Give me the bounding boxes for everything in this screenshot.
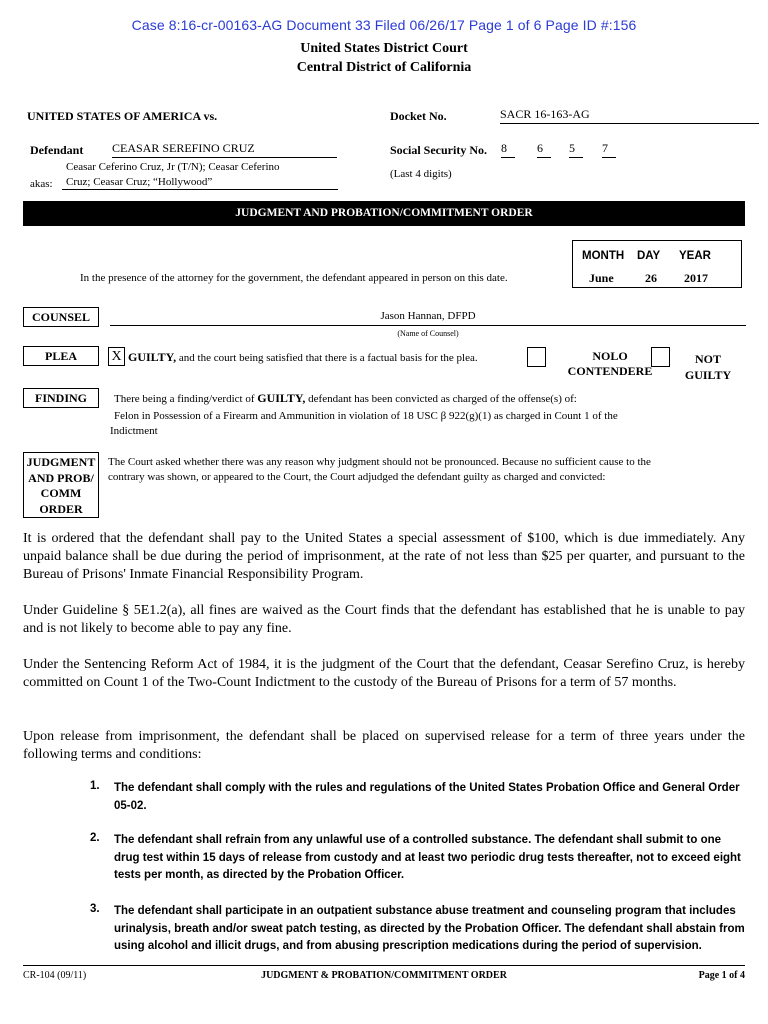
finding-label: FINDING — [23, 388, 99, 408]
presence-text: In the presence of the attorney for the government, the defendant appeared in person on this date. — [80, 272, 508, 284]
condition-3-text: The defendant shall participate in an outpatient substance abuse treatment and counseling program that includes urinalysis, breath and/or sweat patch testing, as directed by the Probation Officer. The defendant shall abstain from using alcohol and illicit drugs, and from abusing prescription medications during the period of supervision. — [114, 905, 745, 952]
guilty-text: and the court being satisfied that there is a factual basis for the plea. — [176, 352, 478, 364]
assessment-paragraph: It is ordered that the defendant shall pay to the United States a special assessment of $100, which is due immediately. Any unpaid balance shall be due during the period of imprisonment, at the rate of not less than $25 per quarter, and pursuant to the Bureau of Prisons' Inmate Financial Responsibility Program. — [23, 531, 745, 582]
judgment-label-line-2: AND PROB/ — [28, 470, 94, 485]
finding-post: defendant has been convicted as charged of the offense(s) of: — [305, 393, 577, 405]
footer-rule — [23, 965, 745, 966]
year-header: YEAR — [679, 250, 711, 262]
judgment-label-line-1: JUDGMENT — [26, 455, 96, 469]
defendant-name: CEASAR SEREFINO CRUZ — [112, 141, 337, 158]
month-header: MONTH — [582, 250, 625, 262]
condition-2-number: 2. — [90, 832, 100, 844]
finding-bold: GUILTY, — [257, 391, 306, 405]
akas-line-2: Cruz; Ceasar Cruz; “Hollywood” — [62, 176, 338, 190]
judgment-text-line-2: contrary was shown, or appeared to the Court, the Court adjudged the defendant guilty as charged and convicted: — [108, 471, 606, 483]
footer-form: CR-104 (09/11) — [23, 970, 87, 981]
plea-label: PLEA — [23, 346, 99, 366]
month-value: June — [589, 271, 614, 285]
finding-pre: There being a finding/verdict of — [114, 393, 258, 405]
sentence-paragraph: Under the Sentencing Reform Act of 1984, it is the judgment of the Court that the defendant, Ceasar Serefino Cruz, is hereby committed on Count 1 of the Two-Count Indictment to the custody of the Bureau of Prisons for a term of 57 months. — [23, 657, 745, 690]
footer-title: JUDGMENT & PROBATION/COMMITMENT ORDER — [261, 970, 507, 981]
judgment-label-line-3: COMM — [40, 486, 82, 500]
judgment-banner: JUDGMENT AND PROBATION/COMMITMENT ORDER — [23, 201, 745, 226]
ssn-digit-1: 8 — [501, 141, 515, 158]
ssn-label: Social Security No. — [390, 143, 487, 157]
docket-label: Docket No. — [390, 109, 447, 123]
court-district: Central District of California — [296, 60, 472, 75]
condition-2-text: The defendant shall refrain from any unlawful use of a controlled substance. The defendant shall submit to one drug test within 15 days of release from custody and at least two periodic drug tests thereafter, not to exceed eight tests per month, as directed by the Probation Officer. — [114, 834, 741, 881]
ssn-digit-2: 6 — [537, 141, 551, 158]
offense-line-1: Felon in Possession of a Firearm and Ammunition in violation of 18 USC β 922(g)(1) as charged in Count 1 of the — [114, 410, 618, 422]
ssn-note: (Last 4 digits) — [390, 168, 452, 180]
footer-page: Page 1 of 4 — [698, 970, 745, 981]
docket-value: SACR 16-163-AG — [500, 107, 759, 124]
guilty-checkbox[interactable]: X — [108, 347, 125, 366]
fine-paragraph: Under Guideline § 5E1.2(a), all fines are waived as the Court finds that the defendant has established that he is unable to pay and is not likely to become able to pay any fine. — [23, 603, 745, 636]
offense-line-2: Indictment — [110, 425, 158, 437]
counsel-label: COUNSEL — [23, 307, 99, 327]
ssn-digit-4: 7 — [602, 141, 616, 158]
not-line-1: NOT — [694, 352, 721, 366]
judgment-label-line-4: ORDER — [39, 501, 83, 516]
akas-label: akas: — [30, 178, 53, 190]
year-value: 2017 — [684, 271, 708, 285]
judgment-label — [23, 452, 99, 518]
guilty-bold: GUILTY, — [128, 350, 177, 364]
usa-vs-label: UNITED STATES OF AMERICA vs. — [27, 109, 218, 123]
nolo-line-1: NOLO — [592, 349, 628, 363]
condition-3-number: 3. — [90, 903, 100, 915]
not-guilty-checkbox[interactable] — [651, 347, 670, 367]
ssn-digit-3: 5 — [569, 141, 583, 158]
court-name: United States District Court — [300, 41, 468, 56]
supervised-release-paragraph: Upon release from imprisonment, the defendant shall be placed on supervised release for a term of three years under the following terms and conditions: — [23, 729, 745, 762]
day-value: 26 — [645, 271, 657, 285]
condition-1-text: The defendant shall comply with the rules and regulations of the United States Probation Office and General Order 05-02. — [114, 782, 740, 812]
judgment-text-line-1: The Court asked whether there was any reason why judgment should not be pronounced. Because no sufficient cause to the — [108, 456, 651, 468]
nolo-line-2: CONTENDERE — [567, 364, 653, 378]
counsel-name: Jason Hannan, DFPD — [110, 310, 746, 326]
day-header: DAY — [637, 250, 661, 262]
counsel-caption: (Name of Counsel) — [397, 329, 459, 338]
condition-1-number: 1. — [90, 780, 100, 792]
case-stamp: Case 8:16-cr-00163-AG Document 33 Filed 06/26/17 Page 1 of 6 Page ID #:156 — [131, 17, 637, 33]
nolo-checkbox[interactable] — [527, 347, 546, 367]
not-line-2: GUILTY — [684, 368, 732, 382]
defendant-label: Defendant — [30, 143, 84, 157]
akas-line-1: Ceasar Ceferino Cruz, Jr (T/N); Ceasar Ceferino — [66, 161, 280, 173]
